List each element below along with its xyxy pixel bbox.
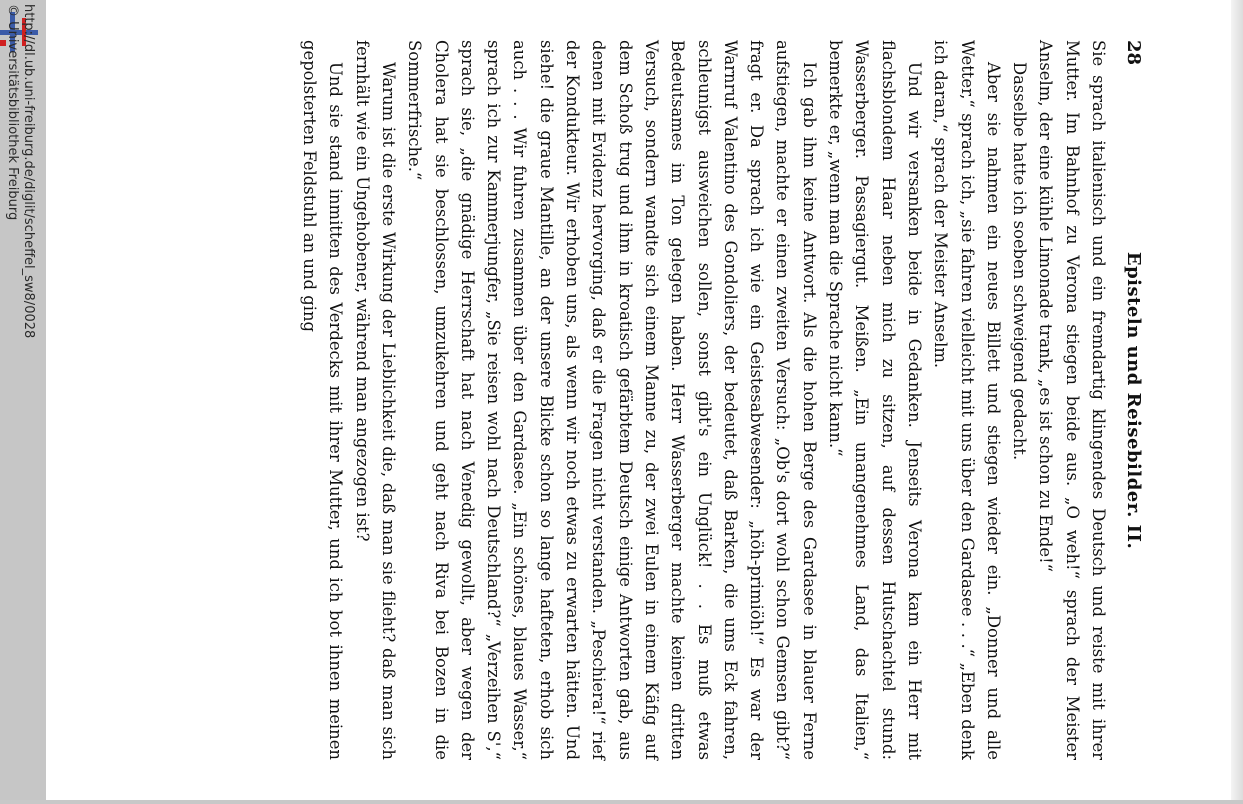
paragraph: Ich gab ihm keine Antwort. Als die hohen Berge des Gardasee in blauer Ferne aufstiegen, machte er einen zweiten Versuch: „Ob's dort wohl schon Gemsen gibt?“ fragt er. Da sprach ich wie ein Geistesabwesender: „höh-primiöh!“ Es war der Warnruf Valentino des Gondoliers, der bedeutet, daß Barken, die ums Eck fahren, schleunigst ausweichen sollen, sonst gibt's ein Unglück! . . Es muß etwas Bedeutsames im Ton gelegen haben. Herr Wasserberger machte keinen dritten Versuch, sondern wandte sich einem Manne zu, der zwei Eulen in einem Käfig auf dem Schoß trug und ihm in kroatisch gefärbtem Deutsch einige Antworten gab, aus denen mit Evidenz hervorging, daß er die Fragen nicht verstanden. „Peschiera!“ rief der Kondukteur. Wir erhoben uns, als wenn wir noch etwas zu erwarten hätten. Und siehe! die graue Mantille, an der unsere Blicke schon so lange hafteten, erhob sich auch . . . Wir fuhren zusammen über den Gardasee. „Ein schönes, blaues Wasser,“ sprach ich zur Kammerjungfer, „Sie reisen wohl nach Deutschland?“ „Verzeihen S',“ sprach sie, „die gnädige Herrschaft hat nach Venedig gewollt, aber wegen der Cholera hat sie beschlossen, umzukehren und geht nach Riva bei Bozen in die Sommerfrische.“	[405, 40, 819, 760]
source-url[interactable]: http://dl.ub.uni-freiburg.de/diglit/scheffel_sw8/0028	[21, 4, 36, 339]
paragraph: Warum ist die erste Wirkung der Lieblichkeit die, daß man sie flieht? daß man sich fernhält wie ein Ungehobener, während man angezogen ist?	[352, 40, 398, 760]
paragraph: Sie sprach italienisch und ein fremdartig klingendes Deutsch und reiste mit ihrer Mutter. Im Bahnhof zu Verona stiegen beide aus. „O weh!“ sprach der Meister Anselm, der eine kühle Limonade trank, „es ist schon zu Ende!“	[1036, 40, 1108, 760]
page-content	[144, 40, 1144, 760]
scanned-page	[46, 0, 1243, 800]
viewer-sidebar	[0, 0, 46, 800]
body-text	[296, 40, 1111, 760]
paragraph: Und wir versanken beide in Gedanken. Jenseits Verona kam ein Herr mit flachsblondem Haar neben mich zu sitzen, auf dessen Hutschachtel stund: Wasserberger. Passagiergut. Meißen. „Ein unangenehmes Land, das Italien,“ bemerkte er, „wenn man die Sprache nicht kann.“	[826, 40, 924, 760]
page-number: 28	[1123, 40, 1144, 66]
paragraph: Aber sie nahmen ein neues Billett und stiegen wieder ein. „Donner und alle Wetter,“ sprach ich, „sie fahren vielleicht mit uns über den Gardasee . . .“ „Eben denk ich daran,“ sprach der Meister Anselm.	[931, 40, 1003, 760]
copyright-notice: © Universitätsbibliothek Freiburg	[5, 4, 20, 221]
source-info	[4, 4, 36, 804]
paragraph: Dasselbe hatte ich soeben schweigend gedacht.	[1010, 62, 1030, 461]
page-header	[1123, 40, 1144, 760]
paragraph: Und sie stand inmitten des Verdecks mit ihrer Mutter, und ich bot ihnen meinen gepolsterten Feldstuhl an und ging	[300, 40, 346, 760]
running-title: Episteln und Reisebilder. II.	[1123, 251, 1144, 550]
page-edge	[1231, 0, 1243, 800]
